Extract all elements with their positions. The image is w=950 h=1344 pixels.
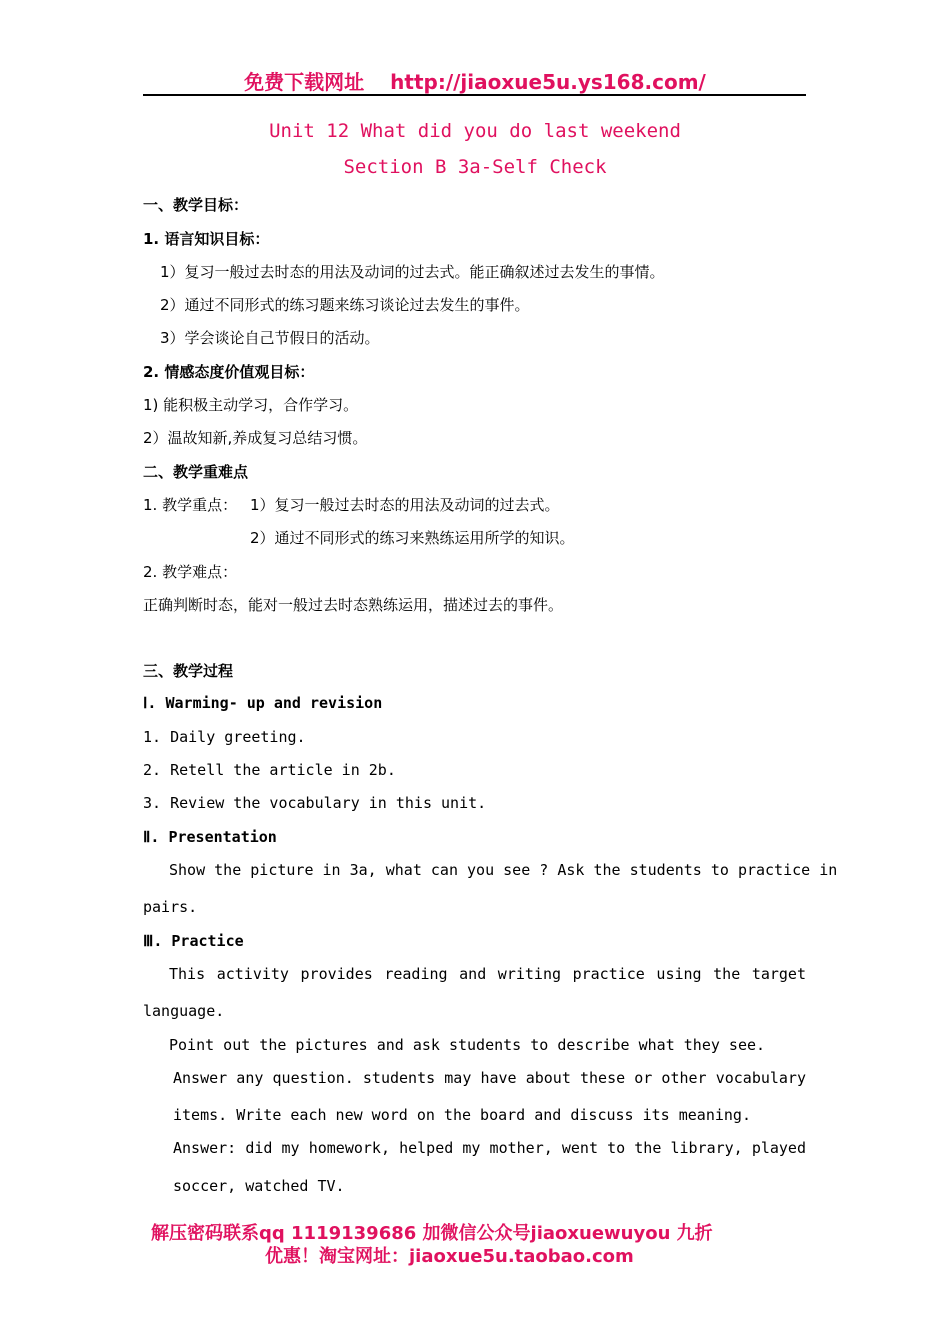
presentation-text: Show the picture in 3a, what can you see ? Ask the students to practice in xyxy=(169,861,838,879)
key-points-heading: 二、教学重难点 xyxy=(143,463,249,481)
practice-paragraph: Point out the pictures and ask students to describe what they see. xyxy=(169,1036,766,1054)
focus-label: 1. 教学重点： xyxy=(143,496,238,514)
lang-objective-item: 2）通过不同形式的练习题来练习谈论过去发生的事件。 xyxy=(160,296,530,314)
unit-title: Unit 12 What did you do last weekend xyxy=(269,120,681,142)
warming-item: 1. Daily greeting. xyxy=(143,728,306,746)
process-heading: 三、教学过程 xyxy=(143,662,234,680)
footer-line: 解压密码联系qq 1119139686 加微信公众号jiaoxuewuyou 九折 xyxy=(151,1223,713,1244)
emotion-objective-item: 2）温故知新,养成复习总结习惯。 xyxy=(143,429,368,447)
lang-objective-item: 3）学会谈论自己节假日的活动。 xyxy=(160,329,380,347)
lang-objectives-heading: 1. 语言知识目标： xyxy=(143,230,270,248)
header-url-link[interactable]: http://jiaoxue5u.ys168.com/ xyxy=(390,70,706,94)
presentation-text-cont: pairs. xyxy=(143,898,198,916)
emotion-objective-item: 1) 能积极主动学习，合作学习。 xyxy=(143,396,359,414)
practice-paragraph: This activity provides reading and writing practice using the target xyxy=(169,965,806,983)
warming-item: 3. Review the vocabulary in this unit. xyxy=(143,794,487,812)
focus-item: 2）通过不同形式的练习来熟练运用所学的知识。 xyxy=(250,529,575,547)
warming-heading: Ⅰ. Warming- up and revision xyxy=(143,694,383,712)
presentation-heading: Ⅱ. Presentation xyxy=(143,828,277,846)
focus-item: 1）复习一般过去时态的用法及动词的过去式。 xyxy=(250,496,560,514)
practice-heading: Ⅲ. Practice xyxy=(143,932,244,950)
section-title: Section B 3a-Self Check xyxy=(343,156,607,178)
lang-objective-item: 1）复习一般过去时态的用法及动词的过去式。能正确叙述过去发生的事情。 xyxy=(160,263,665,281)
header-label: 免费下载网址 xyxy=(244,70,365,94)
emotion-objectives-heading: 2. 情感态度价值观目标： xyxy=(143,363,315,381)
answer-text: Answer: did my homework, helped my mother, went to the library, played xyxy=(173,1139,806,1157)
header-divider xyxy=(143,94,806,96)
practice-paragraph: Answer any question. students may have about these or other vocabulary xyxy=(173,1069,806,1087)
answer-text-cont: soccer, watched TV. xyxy=(173,1177,345,1195)
objectives-heading: 一、教学目标： xyxy=(143,196,249,214)
site-header xyxy=(0,66,950,95)
difficulty-text: 正确判断时态，能对一般过去时态熟练运用，描述过去的事件。 xyxy=(143,596,564,614)
footer-line: 优惠！淘宝网址：jiaoxue5u.taobao.com xyxy=(265,1246,634,1267)
difficulty-label: 2. 教学难点： xyxy=(143,563,238,581)
practice-paragraph-cont: items. Write each new word on the board and discuss its meaning. xyxy=(173,1106,751,1124)
practice-paragraph-cont: language. xyxy=(143,1002,225,1020)
warming-item: 2. Retell the article in 2b. xyxy=(143,761,396,779)
